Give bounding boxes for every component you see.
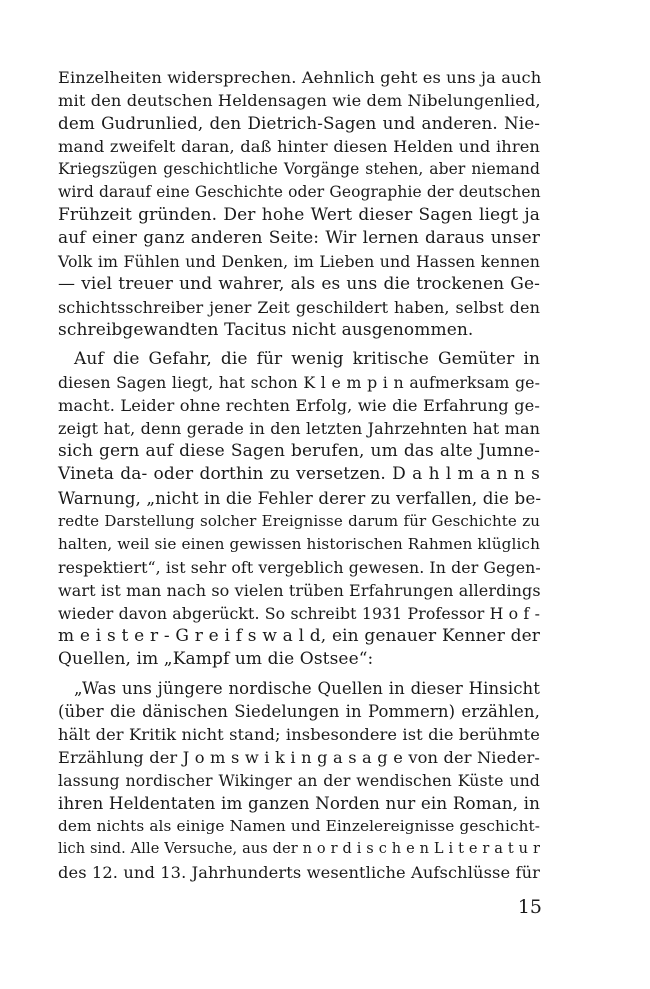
- text-line: Vineta da- oder dorthin zu versetzen. D a h l m a n n s: [58, 464, 540, 485]
- text-line: diesen Sagen liegt, hat schon K l e m p i n aufmerksam ge-: [58, 373, 540, 393]
- text-line: wird darauf eine Geschichte oder Geographie der deutschen: [58, 183, 541, 202]
- text-line: zeigt hat, denn gerade in den letzten Jahrzehnten hat man: [58, 419, 540, 439]
- text-line: Warnung, „nicht in die Fehler derer zu verfallen, die be-: [58, 487, 542, 508]
- text-line: halten, weil sie einen gewissen historischen Rahmen klüglich: [58, 534, 540, 553]
- text-line: redte Darstellung solcher Ereignisse darum für Geschichte zu: [58, 511, 540, 530]
- text-line: mit den deutschen Heldensagen wie dem Nibelungenlied,: [58, 91, 541, 111]
- text-line: Auf die Gefahr, die für wenig kritische Gemüter in: [74, 349, 540, 370]
- text-line: schichtsschreiber jener Zeit geschildert haben, selbst den: [58, 298, 540, 318]
- text-line: dem Gudrunlied, den Dietrich-Sagen und anderen. Nie-: [58, 113, 540, 134]
- page-number: 15: [517, 896, 542, 918]
- text-line: schreibgewandten Tacitus nicht ausgenommen.: [58, 320, 474, 341]
- text-line: sich gern auf diese Sagen berufen, um das alte Jumne-: [58, 441, 540, 462]
- text-line: respektiert“, ist sehr oft vergeblich gewesen. In der Gegen-: [58, 557, 541, 577]
- text-line: lich sind. Alle Versuche, aus der n o r d i s c h e n L i t e r a t u r: [58, 840, 540, 857]
- text-line: wieder davon abgerückt. So schreibt 1931 Professor H o f -: [58, 603, 540, 623]
- text-line: wart ist man nach so vielen trüben Erfahrungen allerdings: [58, 580, 541, 600]
- text-line: auf einer ganz anderen Seite: Wir lernen daraus unser: [58, 228, 540, 249]
- text-line: m e i s t e r - G r e i f s w a l d, ein genauer Kenner der: [58, 625, 540, 646]
- text-line: Frühzeit gründen. Der hohe Wert dieser Sagen liegt ja: [58, 205, 540, 226]
- text-line: macht. Leider ohne rechten Erfolg, wie die Erfahrung ge-: [58, 396, 540, 416]
- text-line: mand zweifelt daran, daß hinter diesen Helden und ihren: [58, 137, 540, 157]
- text-line: Erzählung der J o m s w i k i n g a s a g e von der Nieder-: [58, 747, 540, 767]
- text-line: ihren Heldentaten im ganzen Norden nur ein Roman, in: [58, 792, 540, 813]
- text-line: Quellen, im „Kampf um die Ostsee“:: [58, 648, 374, 669]
- text-line: „Was uns jüngere nordische Quellen in dieser Hinsicht: [74, 678, 540, 698]
- text-line: Kriegszügen geschichtliche Vorgänge stehen, aber niemand: [58, 160, 540, 179]
- text-line: des 12. und 13. Jahrhunderts wesentliche Aufschlüsse für: [58, 862, 541, 882]
- text-line: hält der Kritik nicht stand; insbesondere ist die berühmte: [58, 724, 540, 744]
- text-line: (über die dänischen Siedelungen in Pommern) erzählen,: [58, 701, 540, 721]
- text-line: Einzelheiten widersprechen. Aehnlich geht es uns ja auch: [58, 68, 542, 87]
- text-line: Volk im Fühlen und Denken, im Lieben und Hassen kennen: [58, 252, 540, 272]
- text-line: dem nichts als einige Namen und Einzelereignisse geschicht-: [58, 816, 540, 835]
- text-line: — viel treuer und wahrer, als es uns die trockenen Ge-: [58, 274, 540, 295]
- text-line: lassung nordischer Wikinger an der wendischen Küste und: [58, 770, 540, 790]
